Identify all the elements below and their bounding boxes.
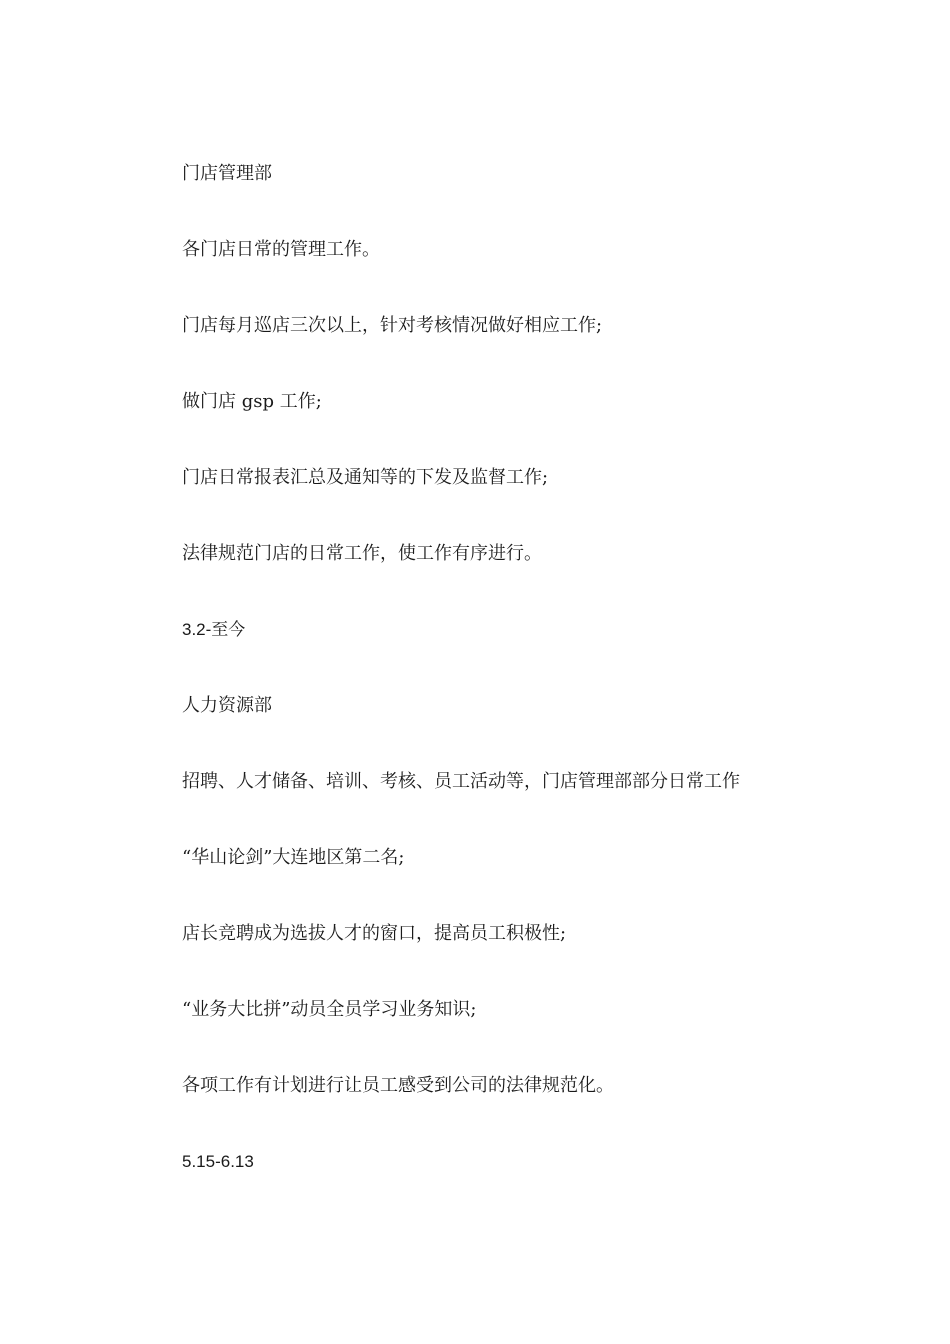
paragraph-line: “业务大比拼”动员全员学习业务知识;: [182, 999, 477, 1020]
paragraph-line: “华山论剑”大连地区第二名;: [182, 847, 405, 868]
section-heading-human-resources: 人力资源部: [182, 695, 272, 716]
paragraph-line: 店长竞聘成为选拔人才的窗口，提高员工积极性;: [182, 923, 567, 944]
section-heading-store-management: 门店管理部: [182, 163, 272, 184]
paragraph-line: 做门店 gsp 工作;: [182, 391, 322, 412]
paragraph-line: 法律规范门店的日常工作，使工作有序进行。: [182, 543, 542, 564]
paragraph-line: 招聘、人才储备、培训、考核、员工活动等，门店管理部部分日常工作: [182, 771, 740, 792]
paragraph-line: 门店日常报表汇总及通知等的下发及监督工作;: [182, 467, 549, 488]
document-body: [182, 160, 882, 1224]
date-range-line: 5.15-6.13: [182, 1152, 254, 1171]
paragraph-line: 各门店日常的管理工作。: [182, 239, 380, 260]
date-range-line: 3.2-至今: [182, 620, 246, 639]
paragraph-line: 各项工作有计划进行让员工感受到公司的法律规范化。: [182, 1075, 614, 1096]
paragraph-line: 门店每月巡店三次以上，针对考核情况做好相应工作;: [182, 315, 603, 336]
